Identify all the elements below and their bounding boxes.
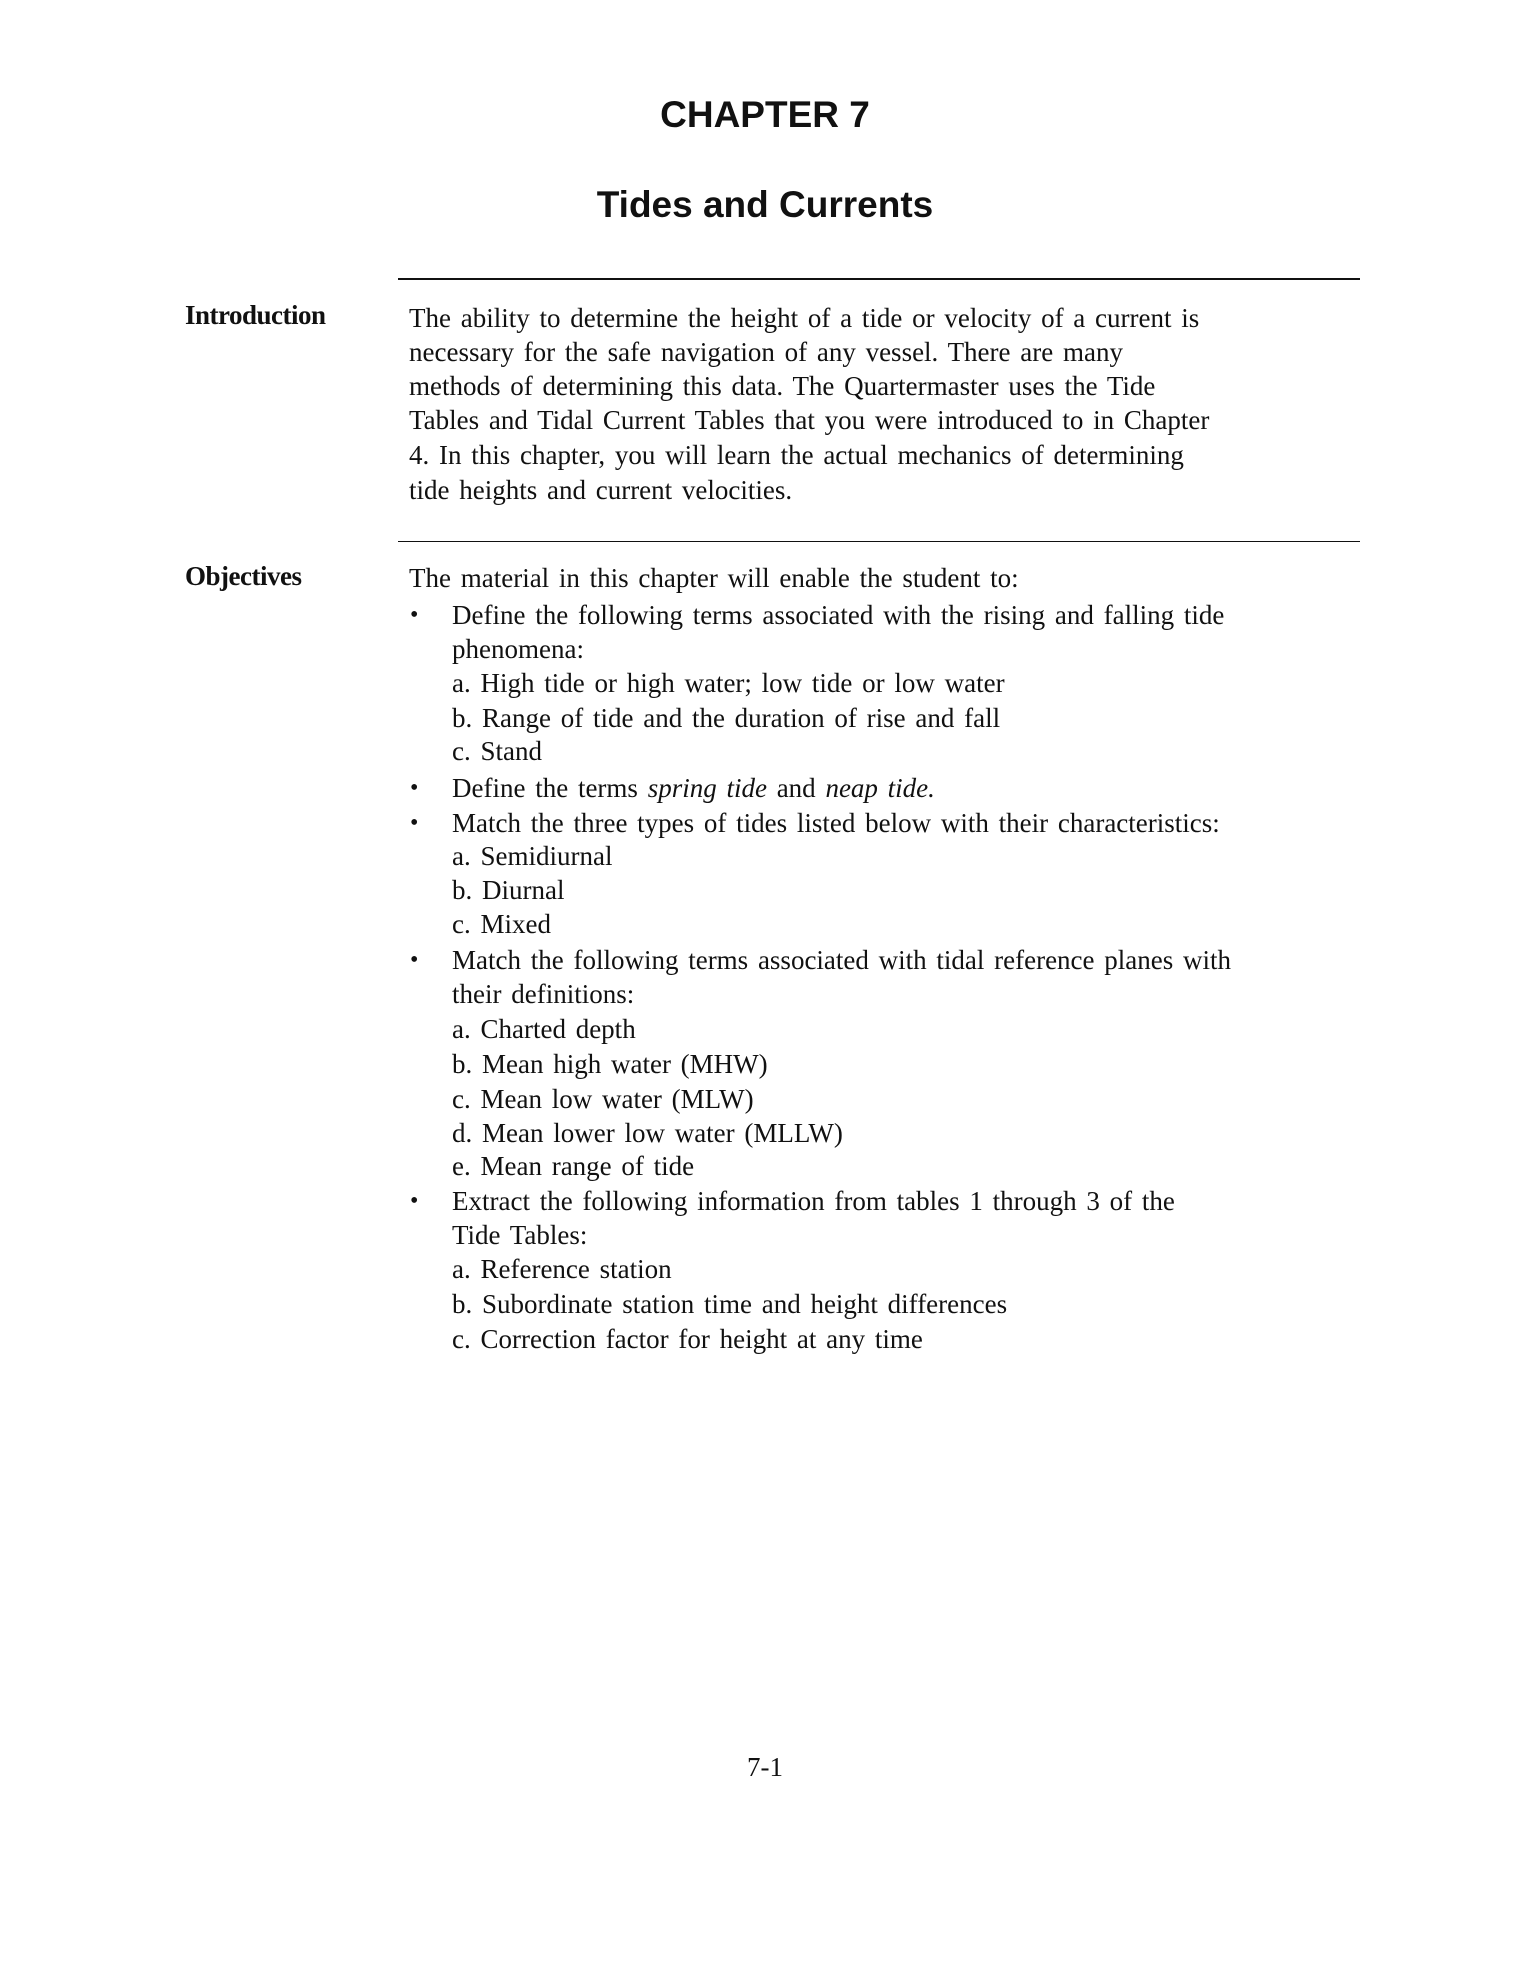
bullet-icon: • [410, 947, 419, 973]
section-divider [398, 278, 1360, 280]
text-run: The material in this chapter will enable the student to: [409, 563, 1019, 593]
sub-item [452, 1012, 636, 1046]
bullet-icon: • [410, 775, 419, 801]
sub-item [452, 734, 542, 768]
section-divider [398, 541, 1360, 542]
sub-item [452, 1082, 754, 1116]
sub-item [452, 1047, 768, 1081]
paragraph-line: The ability to determine the height of a tide or velocity of a current is [409, 303, 1200, 333]
text-run: c. Mixed [452, 909, 551, 939]
paragraph-line: tide heights and current velocities. [409, 475, 793, 505]
paragraph-line: necessary for the safe navigation of any vessel. There are many [409, 337, 1123, 367]
objectives-label: Objectives [185, 561, 302, 591]
text-run: Define the following terms associated with the rising and falling tide [452, 600, 1225, 630]
bullet-item [452, 771, 935, 805]
text-run: c. Stand [452, 736, 542, 766]
bullet-item [452, 598, 1224, 632]
sub-item [452, 632, 584, 666]
bullet-icon: • [410, 602, 419, 628]
sub-item [452, 701, 1000, 735]
paragraph-line: Tables and Tidal Current Tables that you were introduced to in Chapter [409, 405, 1210, 435]
text-run: d. Mean lower low water (MLLW) [452, 1118, 843, 1148]
sub-item [452, 907, 551, 941]
bullet-item [452, 943, 1231, 977]
text-run: their definitions: [452, 979, 635, 1009]
text-run: b. Mean high water (MHW) [452, 1049, 768, 1079]
sub-item [452, 1116, 843, 1150]
sub-item [452, 873, 564, 907]
text-run: and [766, 773, 826, 803]
bullet-icon: • [410, 1188, 419, 1214]
bullet-icon: • [410, 810, 419, 836]
text-run: b. Diurnal [452, 875, 565, 905]
paragraph-line: 4. In this chapter, you will learn the actual mechanics of determining [409, 440, 1184, 470]
sub-item [452, 839, 612, 873]
chapter-number: CHAPTER 7 [660, 94, 870, 135]
introduction-label: Introduction [185, 300, 326, 330]
text-run: Define the terms [452, 773, 648, 803]
text-run: e. Mean range of tide [452, 1151, 695, 1181]
sub-item [452, 1149, 694, 1183]
text-run: c. Correction factor for height at any time [452, 1324, 923, 1354]
text-run: a. High tide or high water; low tide or low water [452, 668, 1005, 698]
page-number: 7-1 [747, 1752, 783, 1782]
sub-item [452, 1322, 923, 1356]
sub-item [452, 977, 634, 1011]
sub-item [452, 1218, 587, 1252]
text-run: b. Subordinate station time and height differences [452, 1289, 1008, 1319]
text-run: Extract the following information from tables 1 through 3 of the [452, 1186, 1175, 1216]
text-run: Match the following terms associated with tidal reference planes with [452, 945, 1232, 975]
bullet-item [452, 1184, 1175, 1218]
objectives-intro [409, 561, 1019, 595]
text-run: Tide Tables: [452, 1220, 588, 1250]
bullet-item [452, 806, 1220, 840]
chapter-title: Tides and Currents [596, 184, 934, 225]
text-run: b. Range of tide and the duration of rise and fall [452, 703, 1001, 733]
italic-term: spring tide [647, 773, 767, 803]
sub-item [452, 1287, 1007, 1321]
paragraph-line: methods of determining this data. The Quartermaster uses the Tide [409, 371, 1156, 401]
text-run: Match the three types of tides listed below with their characteristics: [452, 808, 1220, 838]
italic-term: neap tide. [825, 773, 935, 803]
text-run: a. Charted depth [452, 1014, 636, 1044]
text-run: a. Semidiurnal [452, 841, 613, 871]
text-run: phenomena: [452, 634, 584, 664]
text-run: a. Reference station [452, 1254, 672, 1284]
sub-item [452, 666, 1005, 700]
text-run: c. Mean low water (MLW) [452, 1084, 754, 1114]
sub-item [452, 1252, 672, 1286]
